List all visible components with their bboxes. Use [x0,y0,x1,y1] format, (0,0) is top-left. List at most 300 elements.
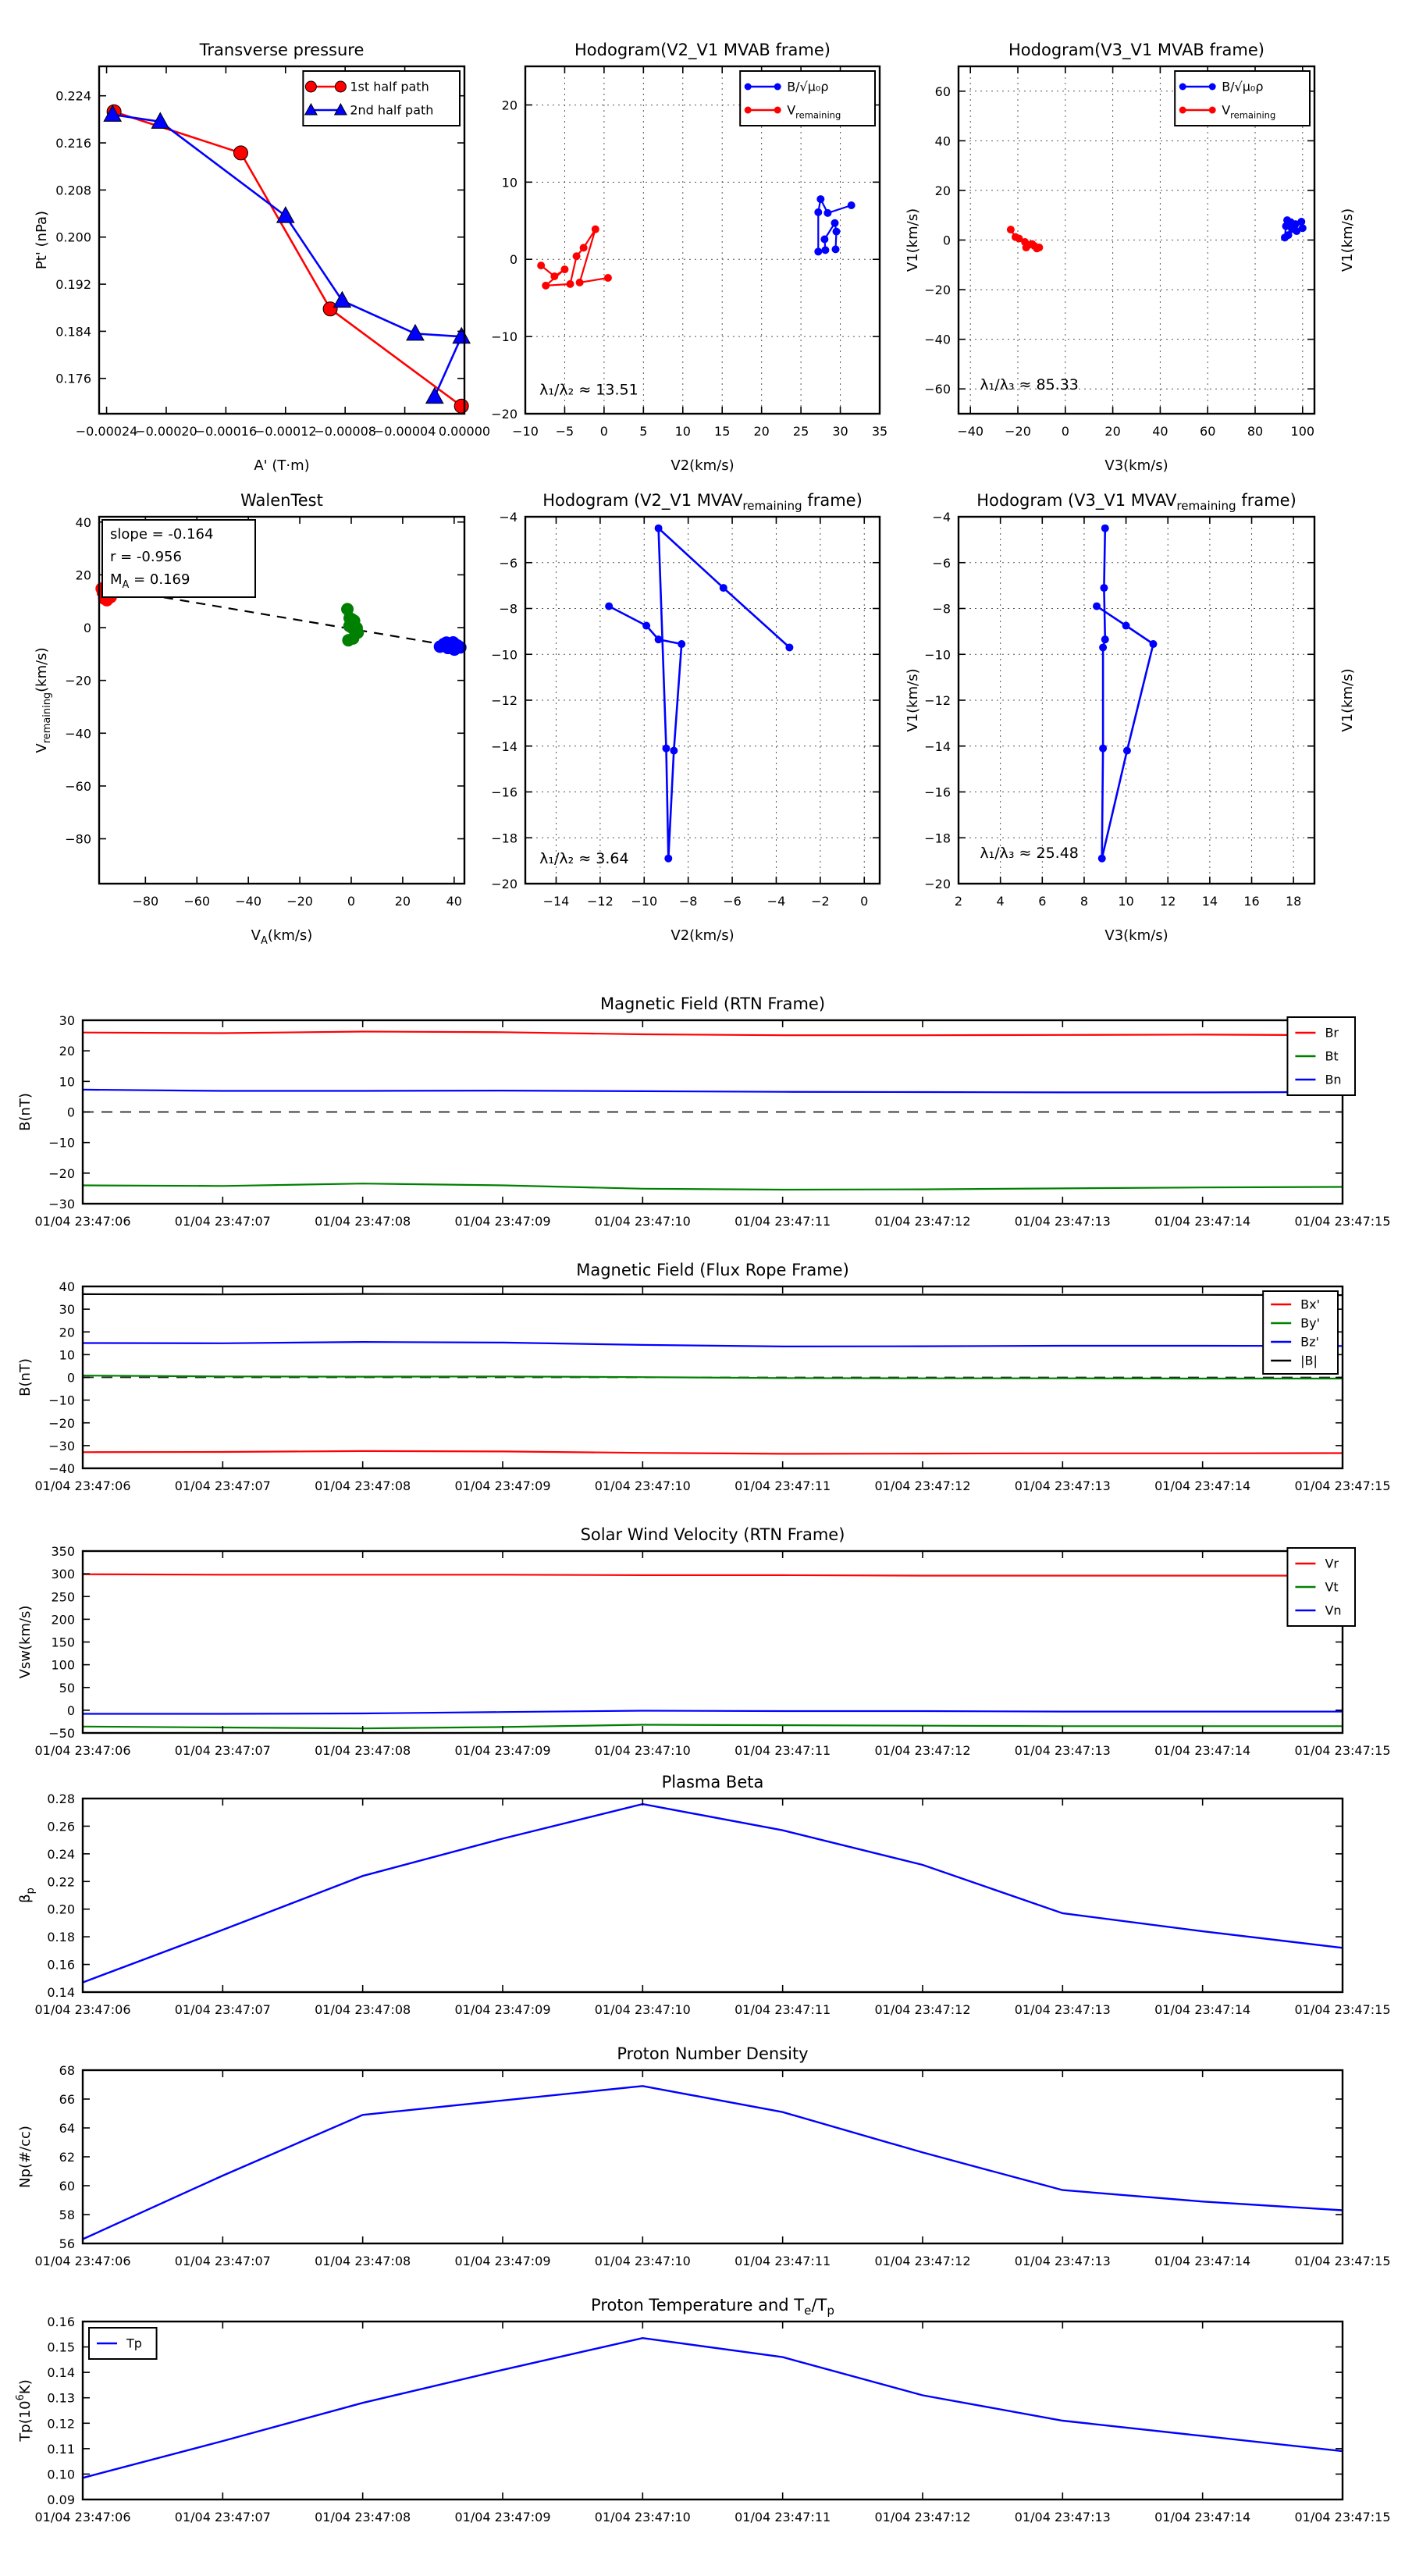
y-tick-label: 0.14 [47,2365,75,2381]
y-tick-label: −16 [924,785,951,800]
proton-number-density-title: Proton Number Density [617,2044,809,2063]
x-tick-label: −0.00024 [75,424,138,439]
y-tick-label: −10 [491,329,518,345]
y-tick-label: 60 [59,2179,75,2194]
y-tick-label: 0.18 [47,1930,75,1945]
x-tick-label: −0.00008 [314,424,376,439]
data-point-dot [1093,603,1101,610]
y-tick-label: 50 [59,1680,75,1695]
y-tick-label: 64 [59,2121,75,2136]
x-tick-label: 01/04 23:47:06 [34,1214,131,1229]
data-point-dot [1035,244,1043,251]
legend-label: Bt [1325,1048,1339,1064]
hodogram-v3v1-mvab-title: Hodogram(V3_V1 MVAB frame) [1008,41,1264,59]
x-tick-label: 01/04 23:47:15 [1294,1214,1391,1229]
solar-wind-velocity-ylabel: Vsw(km/s) [17,1605,34,1679]
hodogram-v3v1-mvav-ylabel: V1(km/s) [1339,668,1356,732]
y-tick-label: −16 [491,785,518,800]
y-tick-label: 250 [51,1589,75,1605]
y-tick-label: 0 [66,1370,75,1386]
y-tick-label: −14 [924,738,951,754]
x-tick-label: 01/04 23:47:14 [1154,2510,1251,2524]
y-tick-label: 30 [59,1302,75,1318]
x-tick-label: 20 [753,424,770,439]
x-tick-label: 10 [1118,894,1134,909]
x-tick-label: 01/04 23:47:09 [454,1478,551,1493]
stats-line: $M_A = 0.169$ [110,571,190,591]
x-tick-label: 01/04 23:47:12 [874,1478,971,1493]
transverse-pressure-ylabel: Pt' (nPa) [34,210,50,270]
x-tick-label: 01/04 23:47:10 [594,2002,691,2017]
y-tick-label: 60 [934,84,951,99]
data-point-dot [745,84,752,91]
y-tick-label: −10 [491,647,518,663]
x-tick-label: 80 [1247,424,1264,439]
proton-number-density-ylabel: Np(#/cc) [17,2126,34,2188]
x-tick-label: −0.00012 [254,424,317,439]
y-tick-label: 0 [942,233,951,248]
legend-label: Vt [1325,1579,1339,1595]
x-tick-label: 01/04 23:47:09 [454,2254,551,2268]
x-tick-label: 01/04 23:47:11 [735,1743,831,1758]
data-point-dot [1209,84,1216,91]
y-tick-label: 56 [59,2236,75,2251]
legend-label: 2nd half path [350,102,434,118]
x-tick-label: 18 [1285,894,1302,909]
hodogram-v2v1-mvav-xlabel: V2(km/s) [670,927,735,944]
data-point-dot [664,855,672,863]
data-point-dot [662,745,670,753]
x-tick-label: 01/04 23:47:10 [594,2254,691,2268]
magnetic-field-flux-rope-ylabel: B(nT) [17,1358,34,1397]
y-tick-label: 0.22 [47,1874,75,1890]
y-tick-label: 0.16 [47,1957,75,1973]
y-tick-label: −12 [491,693,518,708]
data-point-dot [655,525,663,532]
x-tick-label: 01/04 23:47:08 [315,2002,411,2017]
x-tick-label: 35 [871,424,888,439]
y-tick-label: −8 [499,601,518,617]
x-tick-label: 01/04 23:47:14 [1154,2254,1251,2268]
x-tick-label: 6 [1038,894,1047,909]
x-tick-label: 01/04 23:47:08 [315,2510,411,2524]
x-tick-label: −6 [723,894,742,909]
x-tick-label: 01/04 23:47:14 [1154,1214,1251,1229]
y-tick-label: 0.14 [47,1985,75,2000]
x-tick-label: 01/04 23:47:12 [874,2002,971,2017]
data-point-dot [1285,231,1293,239]
x-tick-label: 01/04 23:47:15 [1294,2510,1391,2524]
y-tick-label: 0.224 [55,88,91,104]
walen-test-title: WalenTest [240,491,323,510]
legend-label: 1st half path [350,79,429,94]
data-point-dot [821,246,829,254]
x-tick-label: 01/04 23:47:11 [735,1478,831,1493]
y-tick-label: −30 [48,1438,75,1453]
y-tick-label: 20 [59,1044,75,1059]
walen-test-ylabel: $V_{remaining}(km/s)$ [34,647,53,753]
stats-line: r = -0.956 [110,549,182,565]
y-tick-label: 0.26 [47,1819,75,1834]
x-tick-label: 01/04 23:47:12 [874,1743,971,1758]
data-point-dot [1179,84,1186,91]
x-tick-label: 01/04 23:47:12 [874,2254,971,2268]
x-tick-label: 01/04 23:47:06 [34,1743,131,1758]
y-tick-label: 0.16 [47,2314,75,2329]
x-tick-label: 40 [446,894,462,909]
data-point-dot [814,208,822,216]
hodogram-v2v1-mvav-title: Hodogram (V2_V1 $MVAV_{remaining}$ frame) [542,491,863,513]
data-point-dot [848,201,855,209]
y-tick-label: 0.24 [47,1846,75,1862]
data-point-dot [832,245,840,253]
x-tick-label: 01/04 23:47:06 [34,2510,131,2524]
y-tick-label: −20 [65,673,91,688]
x-tick-label: 4 [996,894,1005,909]
y-tick-label: −4 [499,510,518,525]
y-tick-label: 20 [934,183,951,198]
x-tick-label: 01/04 23:47:14 [1154,2002,1251,2017]
x-tick-label: 01/04 23:47:10 [594,1478,691,1493]
data-point-dot [350,621,363,634]
y-tick-label: 66 [59,2092,75,2107]
legend-label: B/√μ₀ρ [1222,79,1264,94]
y-tick-label: 20 [75,568,91,583]
x-tick-label: 0 [860,894,869,909]
x-tick-label: −2 [811,894,830,909]
y-tick-label: 100 [51,1657,75,1673]
x-tick-label: −12 [586,894,614,909]
data-point-dot [1149,640,1157,648]
x-tick-label: 01/04 23:47:08 [315,1214,411,1229]
transverse-pressure-xlabel: A' (T·m) [254,457,310,474]
x-tick-label: 01/04 23:47:09 [454,1743,551,1758]
y-tick-label: 10 [59,1347,75,1363]
data-point-dot [592,226,599,233]
y-tick-label: 0.13 [47,2390,75,2406]
x-tick-label: 01/04 23:47:11 [735,1214,831,1229]
data-point-dot [1179,107,1186,114]
x-tick-label: −8 [678,894,698,909]
x-tick-label: 01/04 23:47:06 [34,1478,131,1493]
x-tick-label: 01/04 23:47:12 [874,2510,971,2524]
hodogram-v2v1-mvab-xlabel: V2(km/s) [670,457,735,474]
plasma-beta-title: Plasma Beta [661,1773,764,1791]
data-point-dot [655,635,663,643]
data-point-dot [1099,643,1107,651]
x-tick-label: 01/04 23:47:11 [735,2510,831,2524]
data-point-dot [774,84,781,91]
y-tick-label: −60 [924,382,951,397]
data-point-dot [605,603,613,610]
legend-label: Bz' [1300,1334,1319,1350]
data-point-circle [454,399,468,413]
y-tick-label: 0.216 [55,136,91,151]
y-tick-label: 10 [59,1074,75,1090]
x-tick-label: −80 [132,894,159,909]
data-point-dot [1122,622,1130,630]
y-tick-label: −20 [48,1165,75,1181]
y-tick-label: 62 [59,2150,75,2165]
data-point-dot [542,282,550,290]
y-tick-label: −40 [48,1461,75,1476]
x-tick-label: 01/04 23:47:07 [174,1743,271,1758]
x-tick-label: 01/04 23:47:08 [315,1743,411,1758]
x-tick-label: 40 [1152,424,1168,439]
transverse-pressure-title: Transverse pressure [199,41,365,59]
hodogram-v3v1-mvav-title: Hodogram (V3_V1 $MVAV_{remaining}$ frame) [976,491,1297,513]
x-tick-label: −20 [1005,424,1031,439]
y-tick-label: 0.200 [55,229,91,245]
x-tick-label: 01/04 23:47:15 [1294,2002,1391,2017]
data-point-dot [1123,747,1131,755]
x-tick-label: −0.00004 [373,424,436,439]
x-tick-label: 01/04 23:47:07 [174,2254,271,2268]
legend-label: $V_{remaining}$ [787,102,841,121]
data-point-dot [1099,745,1107,753]
legend-label: |B| [1300,1353,1318,1368]
y-tick-label: −60 [65,778,91,794]
x-tick-label: 01/04 23:47:06 [34,2254,131,2268]
x-tick-label: −14 [542,894,570,909]
hodogram-v3v1-mvav-xlabel: V3(km/s) [1104,927,1168,944]
data-point-dot [774,107,781,114]
x-tick-label: 0 [1061,424,1069,439]
y-tick-label: −8 [932,601,951,617]
data-point-dot [576,279,584,286]
data-point-dot [785,643,793,651]
data-point-dot [567,280,574,288]
x-tick-label: 01/04 23:47:07 [174,1478,271,1493]
annotation: λ₁/λ₃ ≈ 85.33 [980,375,1079,393]
annotation: λ₁/λ₃ ≈ 25.48 [980,845,1079,863]
x-tick-label: 25 [792,424,809,439]
x-tick-label: 01/04 23:47:09 [454,2002,551,2017]
y-tick-label: 150 [51,1635,75,1650]
x-tick-label: −10 [512,424,539,439]
x-tick-label: 01/04 23:47:13 [1014,1214,1111,1229]
magnetic-field-rtn-title: Magnetic Field (RTN Frame) [599,994,826,1013]
stats-line: slope = -0.164 [110,526,214,543]
y-tick-label: −18 [924,831,951,846]
x-tick-label: −0.00016 [194,424,258,439]
data-point-dot [1098,855,1106,863]
y-tick-label: 40 [934,133,951,149]
y-tick-label: 300 [51,1567,75,1582]
y-tick-label: 0.15 [47,2339,75,2355]
data-point-dot [745,107,752,114]
magnetic-field-flux-rope-title: Magnetic Field (Flux Rope Frame) [576,1261,849,1279]
proton-temperature-title: Proton Temperature and $T_e/T_p$ [591,2296,834,2318]
x-tick-label: 14 [1201,894,1218,909]
data-point-dot [720,584,727,592]
y-tick-label: −50 [48,1726,75,1741]
y-tick-label: 58 [59,2208,75,2222]
x-tick-label: −60 [183,894,211,909]
data-point-dot [537,262,545,269]
x-tick-label: 5 [639,424,648,439]
x-tick-label: 10 [674,424,691,439]
x-tick-label: −40 [235,894,262,909]
data-point-dot [1209,107,1216,114]
y-tick-label: −10 [924,647,951,663]
y-tick-label: 0.176 [55,371,91,386]
y-tick-label: 0 [66,1105,75,1120]
x-tick-label: 01/04 23:47:07 [174,1214,271,1229]
x-tick-label: 01/04 23:47:13 [1014,2002,1111,2017]
y-tick-label: −40 [65,726,91,742]
x-tick-label: 8 [1080,894,1089,909]
data-point-dot [1101,525,1109,532]
x-tick-label: 20 [1104,424,1121,439]
x-tick-label: 01/04 23:47:15 [1294,1743,1391,1758]
data-point-dot [831,219,838,227]
y-tick-label: 0.192 [55,277,91,293]
x-tick-label: 01/04 23:47:11 [735,2002,831,2017]
y-tick-label: 40 [59,1279,75,1294]
y-tick-label: 68 [59,2063,75,2078]
data-point-dot [573,252,581,260]
x-tick-label: 01/04 23:47:15 [1294,2254,1391,2268]
hodogram-v3v1-mvab-ylabel: V1(km/s) [1339,208,1356,272]
x-tick-label: 01/04 23:47:11 [735,2254,831,2268]
y-tick-label: −20 [491,407,518,422]
data-point-dot [820,236,828,244]
series-|B| [83,1294,1343,1296]
x-tick-label: 01/04 23:47:13 [1014,2510,1111,2524]
y-tick-label: −20 [924,283,951,298]
y-tick-label: 0.208 [55,183,91,198]
hodogram-v2v1-mvab-ylabel: V1(km/s) [905,208,921,272]
magnetic-field-rtn-ylabel: B(nT) [17,1093,34,1131]
x-tick-label: 01/04 23:47:07 [174,2510,271,2524]
x-tick-label: 01/04 23:47:08 [315,2254,411,2268]
legend-label: Tp [126,2336,142,2351]
x-tick-label: 01/04 23:47:10 [594,1743,691,1758]
x-tick-label: −20 [286,894,313,909]
data-point-dot [1101,635,1109,643]
y-tick-label: −30 [48,1197,75,1212]
y-tick-label: 40 [75,514,91,530]
x-tick-label: 01/04 23:47:14 [1154,1478,1251,1493]
y-tick-label: 0.28 [47,1791,75,1806]
y-tick-label: −12 [924,693,951,708]
y-tick-label: −6 [932,555,951,571]
data-point-dot [580,244,588,251]
x-tick-label: 0 [599,424,608,439]
y-tick-label: −20 [48,1415,75,1431]
x-tick-label: 0.00000 [438,424,491,439]
legend-label: $V_{remaining}$ [1222,102,1276,121]
legend-label: By' [1300,1315,1321,1331]
data-point-dot [642,622,650,630]
walen-test-xlabel: $V_A(km/s)$ [251,927,313,947]
x-tick-label: 01/04 23:47:06 [34,2002,131,2017]
x-tick-label: 01/04 23:47:08 [315,1478,411,1493]
y-tick-label: −10 [48,1393,75,1408]
x-tick-label: 12 [1160,894,1176,909]
x-tick-label: 01/04 23:47:12 [874,1214,971,1229]
data-point-dot [1007,226,1015,233]
data-point-dot [550,272,558,280]
hodogram-v2v1-mvav-ylabel: V1(km/s) [905,668,921,732]
y-tick-label: 0.09 [47,2492,75,2507]
x-tick-label: 01/04 23:47:10 [594,2510,691,2524]
legend-label: Vn [1325,1603,1342,1618]
x-tick-label: 2 [954,894,963,909]
data-point-dot [814,247,822,255]
data-point-dot [604,274,612,282]
x-tick-label: −4 [767,894,786,909]
x-tick-label: 01/04 23:47:15 [1294,1478,1391,1493]
y-tick-label: −10 [48,1135,75,1151]
data-point-dot [670,747,678,755]
legend-label: Br [1325,1025,1339,1041]
y-tick-label: 10 [501,175,518,190]
x-tick-label: 01/04 23:47:10 [594,1214,691,1229]
data-point-dot [678,640,685,648]
annotation: λ₁/λ₂ ≈ 13.51 [539,381,638,399]
y-tick-label: −4 [932,510,951,525]
y-tick-label: −6 [499,555,518,571]
x-tick-label: −40 [957,424,984,439]
y-tick-label: −14 [491,738,518,754]
solar-wind-velocity-title: Solar Wind Velocity (RTN Frame) [580,1525,845,1544]
data-point-circle [233,146,247,160]
legend-label: Bx' [1300,1297,1321,1312]
x-tick-label: 01/04 23:47:09 [454,2510,551,2524]
hodogram-v2v1-mvab-title: Hodogram(V2_V1 MVAB frame) [574,41,831,59]
hodogram-v3v1-mvab-xlabel: V3(km/s) [1104,457,1168,474]
data-point-dot [816,195,824,203]
x-tick-label: 60 [1200,424,1216,439]
data-point-dot [560,265,568,273]
y-tick-label: 0 [83,621,91,636]
x-tick-label: −0.00020 [135,424,197,439]
x-tick-label: 01/04 23:47:09 [454,1214,551,1229]
x-tick-label: 16 [1243,894,1260,909]
y-tick-label: 0 [509,252,518,268]
y-tick-label: 200 [51,1612,75,1628]
x-tick-label: 01/04 23:47:14 [1154,1743,1251,1758]
x-tick-label: 20 [394,894,411,909]
data-point-dot [823,209,831,217]
x-tick-label: 01/04 23:47:13 [1014,2254,1111,2268]
x-tick-label: 30 [832,424,848,439]
y-tick-label: 30 [59,1013,75,1028]
x-tick-label: 01/04 23:47:13 [1014,1478,1111,1493]
data-point-dot [1297,218,1305,226]
annotation: λ₁/λ₂ ≈ 3.64 [539,850,629,868]
x-tick-label: 15 [714,424,731,439]
legend-label: Vr [1325,1556,1339,1571]
x-tick-label: −10 [631,894,658,909]
y-tick-label: 0.20 [47,1902,75,1917]
y-tick-label: −20 [491,877,518,891]
y-tick-label: 20 [59,1325,75,1340]
y-tick-label: 20 [501,98,518,113]
y-tick-label: −18 [491,831,518,846]
x-tick-label: 100 [1290,424,1315,439]
data-point-dot [1100,584,1108,592]
y-tick-label: 0.11 [47,2441,75,2457]
proton-temperature-ylabel: $Tp(10^6K)$ [15,2379,34,2442]
x-tick-label: −5 [555,424,574,439]
legend-label: Bn [1325,1072,1342,1087]
y-tick-label: 350 [51,1544,75,1559]
data-point-dot [833,228,841,236]
y-tick-label: −80 [65,831,91,847]
